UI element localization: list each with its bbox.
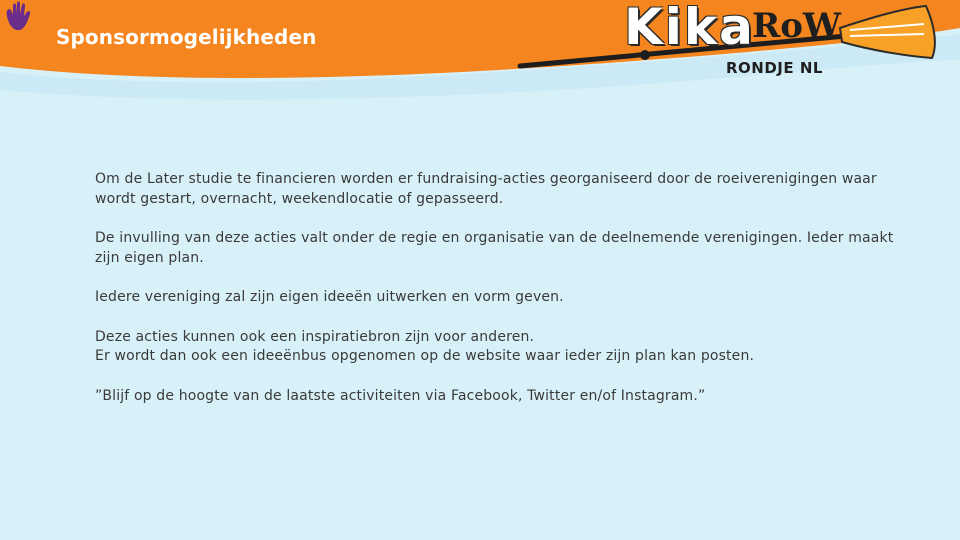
paragraph-line: zijn eigen plan.	[95, 249, 204, 266]
paragraph-organisation	[95, 229, 895, 268]
paragraph-line: Iedere vereniging zal zijn eigen ideeën uitwerken en vorm geven.	[95, 289, 564, 305]
logo-row-text: RoW	[752, 6, 842, 46]
content-body	[95, 170, 895, 426]
paragraph-inspiration	[95, 328, 895, 367]
slide-title: Sponsormogelijkheden	[56, 25, 317, 49]
paragraph-social	[95, 387, 895, 407]
paragraph-line: Om de Later studie te financieren worden er fundraising-acties georganiseerd door de roeiverenigingen waar	[95, 171, 877, 187]
logo-subtitle: RONDJE NL	[726, 59, 823, 77]
paragraph-line: ”Blijf op de hoogte van de laatste activiteiten via Facebook, Twitter en/of Instagram.”	[95, 387, 706, 404]
paragraph-financing	[95, 170, 895, 209]
header-banner	[0, 0, 960, 140]
hand-icon	[0, 0, 34, 34]
logo-kika-text: Kika	[624, 0, 755, 56]
paragraph-line: Deze acties kunnen ook een inspiratiebron zijn voor anderen.	[95, 328, 535, 345]
paragraph-line: De invulling van deze acties valt onder de regie en organisatie van de deelnemende verenigingen. Ieder maakt	[95, 230, 894, 246]
paragraph-ideas	[95, 288, 895, 308]
paragraph-line: Er wordt dan ook een ideeënbus opgenomen op de website waar ieder zijn plan kan posten.	[95, 348, 755, 364]
paragraph-line: wordt gestart, overnacht, weekendlocatie of gepasseerd.	[95, 190, 504, 207]
